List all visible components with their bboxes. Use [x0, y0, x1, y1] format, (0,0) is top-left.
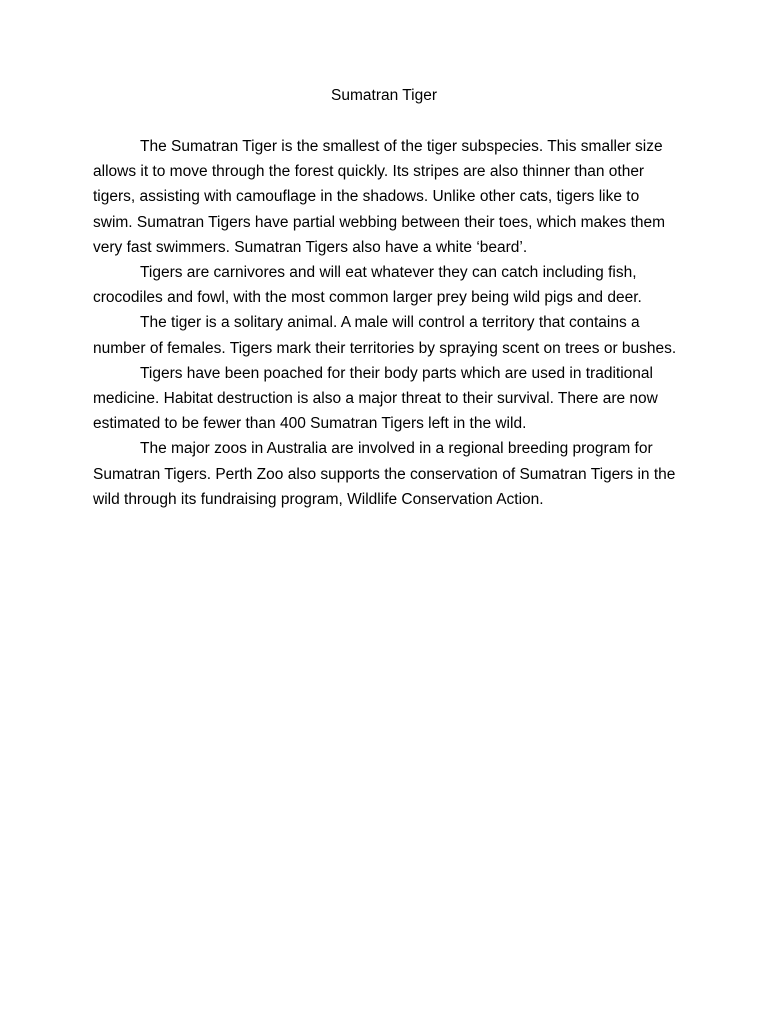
- paragraph-threats: Tigers have been poached for their body parts which are used in traditional medicine. Habitat destruction is also a major threat to their survival. There are now estimated to be fewer than 400 Sumatran Tigers left in the wild.: [93, 364, 658, 433]
- document-title: Sumatran Tiger: [331, 87, 437, 104]
- paragraph-diet: Tigers are carnivores and will eat whatever they can catch including fish, crocodiles and fowl, with the most common larger prey being wild pigs and deer.: [93, 264, 642, 307]
- paragraph-territory: The tiger is a solitary animal. A male will control a territory that contains a number of females. Tigers mark their territories by spraying scent on trees or bushes.: [93, 314, 677, 357]
- paragraph-body-size: The Sumatran Tiger is the smallest of the tiger subspecies. This smaller size allows it to move through the forest quickly. Its stripes are also thinner than other tigers, assisting with camouflage in the shadows. Unlike other cats, tigers like to swim. Sumatran Tigers have partial webbing between their toes, which makes them very fast swimmers. Sumatran Tigers also have a white ‘beard’.: [93, 138, 666, 256]
- document-body: [93, 134, 678, 512]
- paragraph-conservation: The major zoos in Australia are involved in a regional breeding program for Sumatran Tigers. Perth Zoo also supports the conservation of Sumatran Tigers in the wild through its fundraising program, Wildlife Conservation Action.: [93, 440, 676, 508]
